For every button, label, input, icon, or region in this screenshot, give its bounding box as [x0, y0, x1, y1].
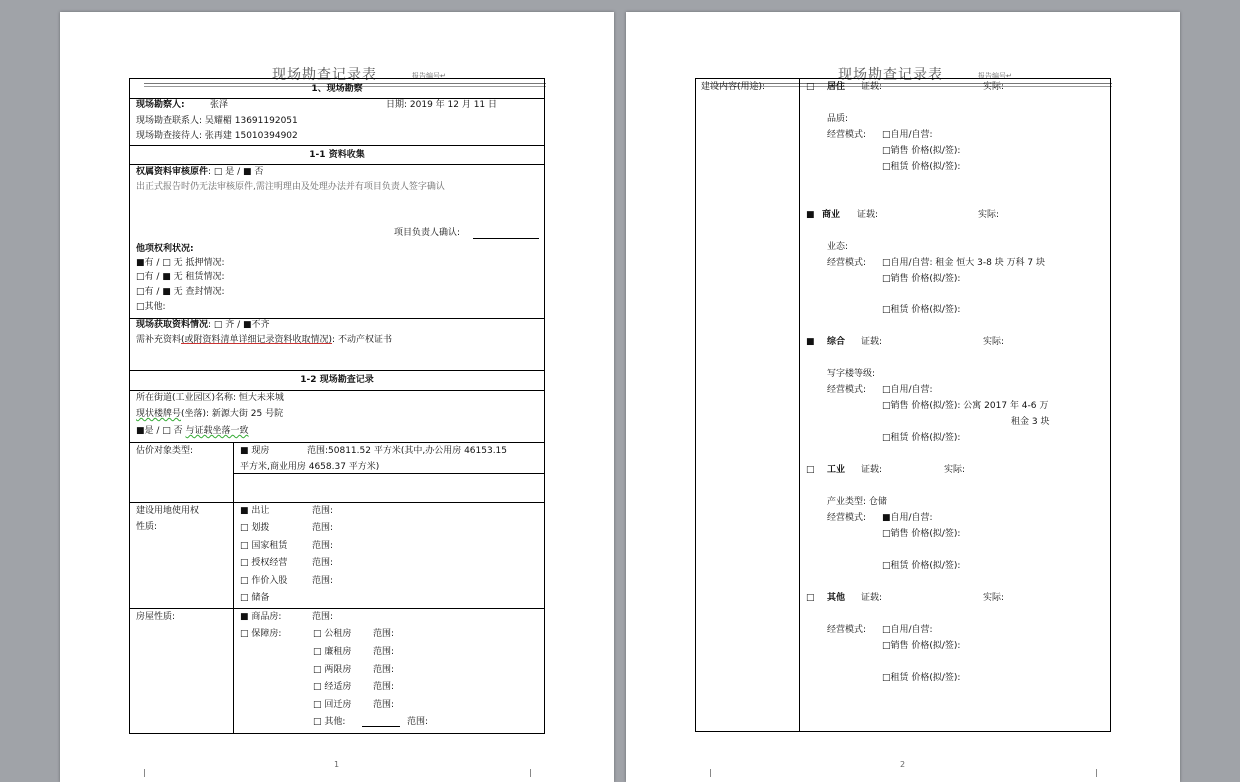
landuse-item: ■ 出让	[240, 506, 270, 516]
right-mortgage: ■有 / □ 无 抵押情况:	[136, 258, 225, 268]
industrial-checkbox: □	[806, 465, 815, 475]
consistency-text: 与证载坐落一致	[185, 426, 249, 436]
rent-option: □租赁 价格(拟/签):	[882, 162, 961, 172]
landuse-label: 建设用地使用权	[136, 506, 200, 516]
obtain-row	[136, 320, 270, 331]
report-number-label: 报告编号↵	[412, 72, 446, 80]
row-divider	[129, 502, 545, 503]
commercial-label: 商业	[822, 210, 841, 220]
rent-option: □租赁 价格(拟/签):	[882, 673, 961, 683]
security-item: □ 廉租房	[313, 647, 352, 657]
consistency-row	[136, 426, 249, 437]
mixed-checkbox: ■	[806, 337, 815, 347]
object-scope-line2: 平方米,商业用房 4658.37 平方米)	[240, 462, 380, 472]
margin-mark	[144, 769, 145, 777]
row-divider	[129, 608, 545, 609]
residential-label: 居住	[827, 82, 846, 92]
row-divider	[129, 390, 545, 391]
margin-mark	[710, 769, 711, 777]
biz-mode-label: 经营模式:	[827, 385, 867, 395]
other-blank-line	[362, 726, 400, 727]
rent-option: □租赁 价格(拟/签):	[882, 305, 961, 315]
right-other: □其他:	[136, 302, 166, 312]
quality-label: 品质:	[827, 114, 849, 124]
margin-mark	[1096, 769, 1097, 777]
office-grade-label: 写字楼等级:	[827, 369, 876, 379]
cert-label: 证载:	[861, 465, 883, 475]
content-label: 建设内容(用途):	[701, 82, 766, 92]
plate-label: 现状楼牌号	[136, 409, 182, 419]
supplement-note: (或附资料清单详细记录资料收取情况)	[181, 335, 333, 345]
self-use-option: □自用/自营:	[882, 130, 933, 140]
landuse-label-2: 性质:	[136, 522, 158, 532]
document-page-1	[60, 12, 614, 782]
other-rights-label: 他项权利状况:	[136, 244, 194, 254]
document-page-2	[626, 12, 1180, 782]
security-scope: 范围:	[407, 717, 429, 727]
page-number: 1	[334, 760, 340, 769]
sale-option: □销售 价格(拟/签):	[882, 641, 961, 651]
row-divider	[233, 473, 545, 474]
security-scope: 范围:	[373, 665, 395, 675]
landuse-scope: 范围:	[312, 523, 334, 533]
ownership-note: 出正式报告时仍无法审核原件,需注明理由及处理办法并有项目负责人签字确认	[136, 182, 445, 192]
security-scope: 范围:	[373, 629, 395, 639]
row-divider	[129, 164, 545, 165]
right-lease: □有 / ■ 无 租赁情况:	[136, 272, 225, 282]
supplement-value: : 不动产权证书	[332, 335, 392, 345]
cert-label: 证载:	[861, 82, 883, 92]
row-divider	[129, 318, 545, 319]
commercial-self-use: □自用/自营: 租金 恒大 3-8 块 万科 7 块	[882, 258, 1046, 268]
sale-option: □销售 价格(拟/签):	[882, 274, 961, 284]
house-commercial: ■ 商品房:	[240, 612, 282, 622]
self-use-option: □自用/自营:	[882, 385, 933, 395]
other-checkbox: □	[806, 593, 815, 603]
obtain-label: 现场获取资料情况	[136, 320, 209, 330]
supplement-label: 需补充资料	[136, 335, 182, 345]
biz-mode-label: 经营模式:	[827, 258, 867, 268]
plate-row	[136, 409, 283, 420]
other-label: 其他	[827, 593, 846, 603]
industrial-label: 工业	[827, 465, 846, 475]
receiver-person: 现场勘查接待人: 张再建 15010394902	[136, 131, 298, 141]
signature-line	[473, 238, 539, 239]
biz-mode-label: 经营模式:	[827, 130, 867, 140]
leader-confirm-label: 项目负责人确认:	[394, 228, 461, 238]
sale-option: □销售 价格(拟/签):	[882, 529, 961, 539]
row-divider	[129, 370, 545, 371]
object-scope-line1: 范围:50811.52 平方米(其中,办公用房 46153.15	[307, 446, 508, 456]
margin-mark	[530, 769, 531, 777]
biz-mode-label: 经营模式:	[827, 513, 867, 523]
section-title-survey: 1、现场勘察	[311, 84, 363, 94]
section-title-survey-record: 1-2 现场勘查记录	[300, 375, 374, 385]
landuse-scope: 范围:	[312, 506, 334, 516]
landuse-item: □ 储备	[240, 593, 270, 603]
security-item: □ 经适房	[313, 682, 352, 692]
industry-type: 产业类型: 仓储	[827, 497, 887, 507]
actual-label: 实际:	[983, 337, 1005, 347]
actual-label: 实际:	[983, 593, 1005, 603]
survey-date: 日期: 2019 年 12 月 11 日	[386, 100, 498, 110]
supplement-row	[136, 335, 392, 346]
actual-label: 实际:	[983, 82, 1005, 92]
actual-label: 实际:	[944, 465, 966, 475]
page-header-title: 现场勘查记录表	[838, 67, 943, 83]
security-scope: 范围:	[373, 700, 395, 710]
cert-label: 证载:	[861, 593, 883, 603]
cert-label: 证载:	[857, 210, 879, 220]
page-header-title: 现场勘查记录表	[272, 67, 377, 83]
house-commercial-scope: 范围:	[312, 612, 334, 622]
landuse-item: □ 作价入股	[240, 576, 288, 586]
rent-option: □租赁 价格(拟/签):	[882, 433, 961, 443]
mixed-label: 综合	[827, 337, 846, 347]
plate-value: (坐落): 新源大街 25 号院	[181, 409, 284, 419]
object-type-label: 估价对象类型:	[136, 446, 194, 456]
ownership-row	[136, 167, 263, 178]
consistency-options: ■是 / □ 否	[136, 426, 183, 436]
page-number: 2	[900, 760, 906, 769]
landuse-item: □ 划拨	[240, 523, 270, 533]
security-item: □ 公租房	[313, 629, 352, 639]
house-nature-label: 房屋性质:	[136, 612, 176, 622]
ownership-options: : □ 是 / ■ 否	[208, 167, 264, 177]
rent-option: □租赁 价格(拟/签):	[882, 561, 961, 571]
landuse-item: □ 国家租赁	[240, 541, 288, 551]
contact-person: 现场勘查联系人: 吴耀楣 13691192051	[136, 116, 298, 126]
right-seizure: □有 / ■ 无 查封情况:	[136, 287, 225, 297]
ownership-label: 权属资料审核原件	[136, 167, 209, 177]
row-divider	[129, 98, 545, 99]
security-scope: 范围:	[373, 682, 395, 692]
landuse-scope: 范围:	[312, 558, 334, 568]
format-label: 业态:	[827, 242, 849, 252]
security-scope: 范围:	[373, 647, 395, 657]
object-type-existing: ■ 现房	[240, 446, 270, 456]
row-divider	[129, 145, 545, 146]
landuse-scope: 范围:	[312, 576, 334, 586]
biz-mode-label: 经营模式:	[827, 625, 867, 635]
landuse-scope: 范围:	[312, 541, 334, 551]
residential-checkbox: □	[806, 82, 815, 92]
mixed-sale-option: □销售 价格(拟/签): 公寓 2017 年 4-6 万	[882, 401, 1049, 411]
obtain-options: : □ 齐 / ■不齐	[208, 320, 270, 330]
security-item: □ 两限房	[313, 665, 352, 675]
self-use-option-checked: ■自用/自营:	[882, 513, 933, 523]
surveyor-label: 现场勘察人:	[136, 100, 185, 110]
column-divider	[233, 442, 234, 734]
mixed-rent-note: 租金 3 块	[1011, 417, 1050, 427]
self-use-option: □自用/自营:	[882, 625, 933, 635]
surveyor-value: 张泽	[210, 100, 229, 110]
actual-label: 实际:	[978, 210, 1000, 220]
column-divider	[799, 78, 800, 732]
street-name: 所在街道(工业园区)名称: 恒大未来城	[136, 393, 284, 403]
landuse-item: □ 授权经营	[240, 558, 288, 568]
sale-option: □销售 价格(拟/签):	[882, 146, 961, 156]
row-divider	[129, 442, 545, 443]
cert-label: 证载:	[861, 337, 883, 347]
report-number-label: 报告编号↵	[978, 72, 1012, 80]
section-title-data-collection: 1-1 资料收集	[309, 150, 365, 160]
house-security: □ 保障房:	[240, 629, 282, 639]
security-item: □ 其他:	[313, 717, 346, 727]
commercial-checkbox: ■	[806, 210, 815, 220]
security-item: □ 回迁房	[313, 700, 352, 710]
